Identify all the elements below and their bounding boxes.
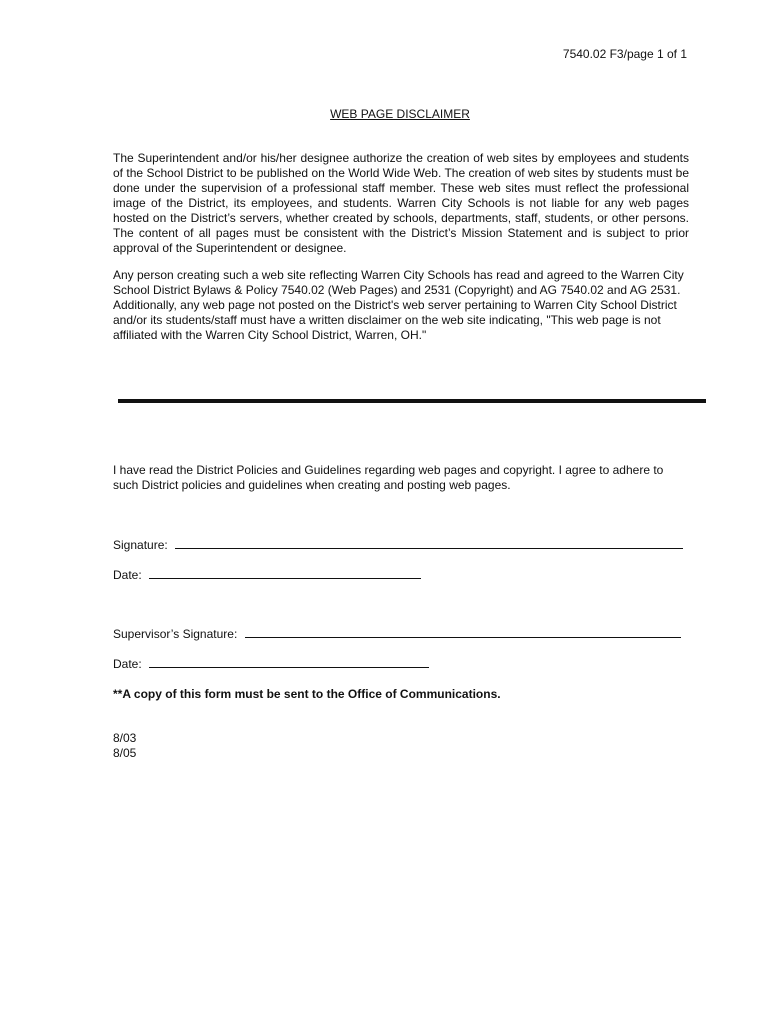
supervisor-date-field[interactable] xyxy=(113,657,429,671)
signature-field[interactable] xyxy=(113,538,683,552)
document-title: WEB PAGE DISCLAIMER xyxy=(330,107,470,121)
supervisor-date-line[interactable] xyxy=(149,657,429,668)
revision-date: 8/03 xyxy=(113,731,137,745)
policy-paragraph-1: The Superintendent and/or his/her designee authorize the creation of web sites by employees and students of the School District to be published on the World Wide Web. The creation of web sites by students must be done under the supervision of a professional staff member. These web sites must reflect the professional image of the District, its employees, and students. Warren City Schools is not liable for any web pages hosted on the District’s servers, whether created by schools, departments, staff, students, or other persons. The content of all pages must be consistent with the District’s Mission Statement and is subject to prior approval of the Superintendent or designee. xyxy=(113,151,689,255)
date-line[interactable] xyxy=(149,568,421,579)
policy-paragraph-2: Any person creating such a web site reflecting Warren City Schools has read and agreed to the Warren City School District Bylaws & Policy 7540.02 (Web Pages) and 2531 (Copyright) and AG 7540.02 and AG 2531. Additionally, any web page not posted on the District's web server pertaining to Warren City School District and/or its students/staff must have a written disclaimer on the web site indicating, "This web page is not affiliated with the Warren City School District, Warren, OH." xyxy=(113,268,684,342)
section-divider xyxy=(118,399,706,403)
signature-line[interactable] xyxy=(175,538,683,549)
page-reference: 7540.02 F3/page 1 of 1 xyxy=(562,47,687,61)
date-field[interactable] xyxy=(113,568,421,582)
revision-date: 8/05 xyxy=(113,746,137,760)
submission-note: **A copy of this form must be sent to the Office of Communications. xyxy=(113,687,501,701)
date-label: Date: xyxy=(113,568,142,582)
signature-label: Signature: xyxy=(113,538,168,552)
supervisor-signature-line[interactable] xyxy=(245,627,681,638)
acknowledgement-text: I have read the District Policies and Guidelines regarding web pages and copyright. I agree to adhere to such District policies and guidelines when creating and posting web pages. xyxy=(113,463,664,492)
supervisor-signature-field[interactable] xyxy=(113,627,681,641)
supervisor-date-label: Date: xyxy=(113,657,142,671)
supervisor-signature-label: Supervisor’s Signature: xyxy=(113,627,238,641)
